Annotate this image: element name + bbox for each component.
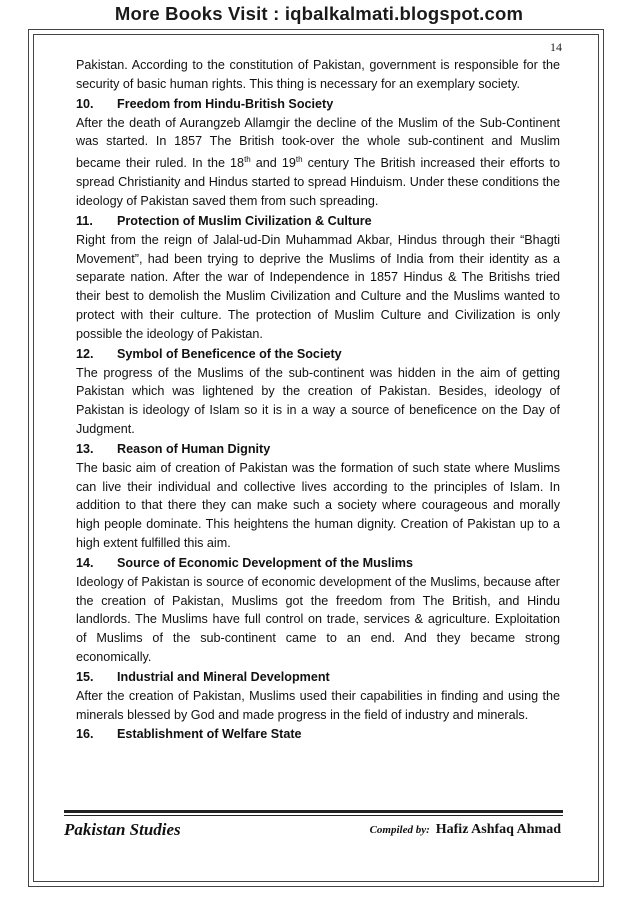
footer-credit bbox=[370, 822, 561, 838]
paragraph-text: After the death of Aurangzeb Allamgir the decline of the Muslim of the Sub-Continent was started. In 1857 The British took-over the whole sub-continent and Muslim became their ruled. In the 18 bbox=[76, 115, 560, 171]
section-title: Protection of Muslim Civilization & Culture bbox=[117, 213, 372, 228]
section-heading-11 bbox=[76, 211, 560, 231]
paragraph-intro: Pakistan. According to the constitution of Pakistan, government is responsible for the security of basic human rights. This thing is necessary for an exemplary society. bbox=[76, 58, 560, 91]
section-title: Symbol of Beneficence of the Society bbox=[117, 346, 342, 361]
section-number: 12. bbox=[76, 346, 94, 361]
section-title: Industrial and Mineral Development bbox=[117, 669, 330, 684]
section-number: 16. bbox=[76, 727, 94, 742]
paragraph-section-10 bbox=[76, 114, 560, 211]
author-name: Hafiz Ashfaq Ahmad bbox=[435, 822, 561, 837]
paragraph-text: century The British increased their efforts to spread Christianity and Hindus started to spread Hinduism. Under these conditions the ideology of Pakistan saved them from such spreading. bbox=[76, 156, 560, 208]
footer-divider-thin bbox=[64, 815, 563, 816]
section-heading-10 bbox=[76, 94, 560, 114]
section-title: Source of Economic Development of the Muslims bbox=[117, 555, 414, 570]
paragraph-section-11: Right from the reign of Jalal-ud-Din Muhammad Akbar, Hindus through their “Bhagti Movement”, had been trying to deprive the Muslims of India from their identity as a separate nation. After the war of Independence in 1857 Hindus & The Britishs tried their best to demolish the Muslim Civilization and Culture and the Muslims wanted to protect with their culture. The protection of Muslim Culture and Civilization is only possible the ideology of Pakistan. bbox=[76, 232, 560, 341]
section-title: Reason of Human Dignity bbox=[117, 441, 271, 456]
section-heading-14 bbox=[76, 553, 560, 573]
superscript: th bbox=[295, 155, 303, 165]
section-heading-15 bbox=[76, 667, 560, 687]
section-number: 11. bbox=[76, 213, 93, 228]
compiled-by-label: Compiled by: bbox=[369, 824, 430, 836]
footer-book-title: Pakistan Studies bbox=[64, 820, 181, 839]
paragraph-section-12: The progress of the Muslims of the sub-continent was hidden in the aim of getting Pakistan which was lightened by the creation of Pakistan. Besides, ideology of Pakistan is ideology of Islam so it is in a way a source of beneficence on the Day of Judgment. bbox=[76, 365, 560, 436]
paragraph-text: and 19 bbox=[250, 156, 296, 171]
site-banner: More Books Visit : iqbalkalmati.blogspot.com bbox=[114, 3, 524, 24]
paragraph-section-15: After the creation of Pakistan, Muslims used their capabilities in finding and using the minerals blessed by God and made progress in the field of industry and minerals. bbox=[76, 688, 560, 722]
section-number: 14. bbox=[76, 555, 94, 570]
section-heading-12 bbox=[76, 344, 560, 364]
paragraph-section-14: Ideology of Pakistan is source of economic development of the Muslims, because after the creation of Pakistan, Muslims got the freedom from The British, and Hindu landlords. The Muslims have full control on trade, services & agriculture. Exploitation of Muslims of the sub-continent came to an end. And they became strong economically. bbox=[76, 574, 560, 664]
section-heading-13 bbox=[76, 439, 560, 459]
section-title: Establishment of Welfare State bbox=[117, 727, 302, 742]
paragraph-section-13: The basic aim of creation of Pakistan was the formation of such state where Muslims can live their individual and collective lives according to the principles of Islam. In addition to that there they can make such a society where courageous and morally high people dominate. This heightens the human dignity. Creation of Pakistan up to a high extent fulfilled this aim. bbox=[76, 460, 560, 550]
footer-divider bbox=[64, 810, 563, 813]
section-number: 15. bbox=[76, 669, 94, 684]
section-title: Freedom from Hindu-British Society bbox=[117, 96, 334, 111]
page-number: 14 bbox=[550, 40, 562, 54]
section-number: 10. bbox=[76, 96, 94, 111]
section-heading-16 bbox=[76, 724, 560, 744]
superscript: th bbox=[244, 155, 251, 165]
document-body bbox=[76, 56, 560, 744]
section-number: 13. bbox=[76, 441, 94, 456]
